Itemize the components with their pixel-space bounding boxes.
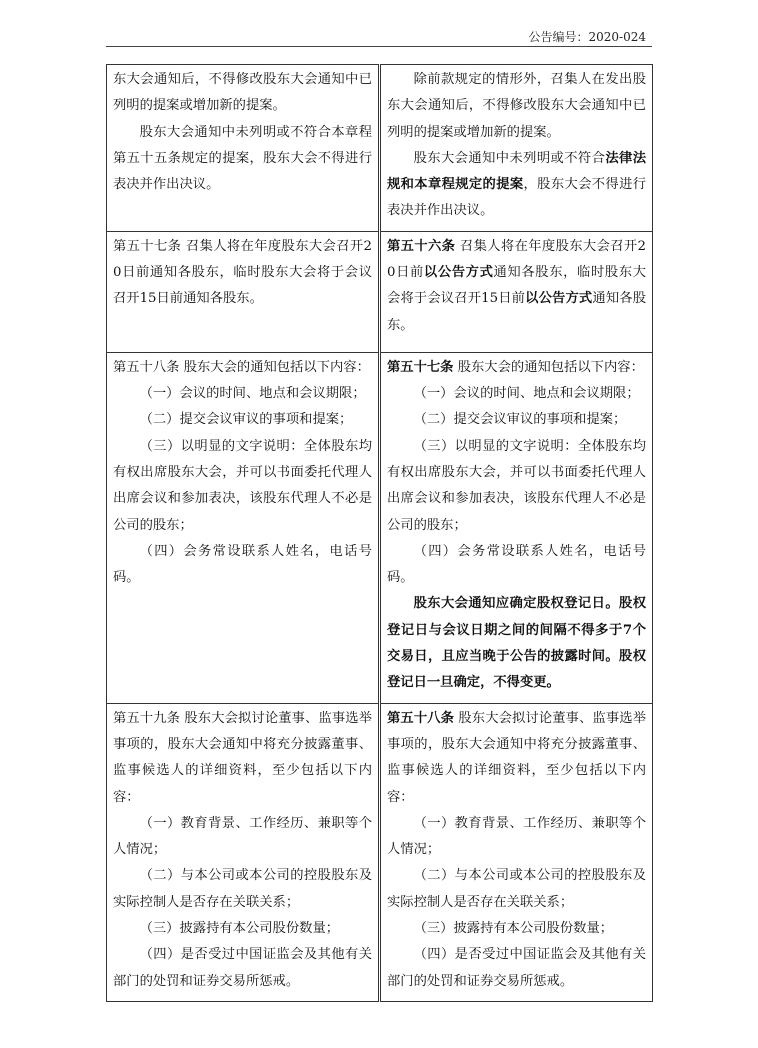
original-text-cell xyxy=(107,703,380,1001)
clause-paragraph xyxy=(113,811,372,864)
clause-paragraph xyxy=(113,381,372,407)
clause-paragraph xyxy=(387,706,646,811)
revised-text-emphasis: 法律法规和本章程规定的提案 xyxy=(387,150,647,193)
clause-paragraph xyxy=(387,916,646,942)
clause-paragraph xyxy=(113,355,372,381)
revised-text-cell xyxy=(380,703,653,1001)
clause-text: 通知各股东。 xyxy=(387,291,647,333)
clause-paragraph xyxy=(387,942,646,995)
clause-text: ，股东大会不得进行表决并作出决议。 xyxy=(387,177,647,219)
clause-paragraph xyxy=(387,407,646,433)
header-divider xyxy=(106,46,652,47)
clause-text: 股东大会拟讨论董事、监事选举事项的，股东大会通知中将充分披露董事、监事候选人的详细资料，至少包括以下内容： xyxy=(387,710,646,805)
clause-paragraph xyxy=(387,811,646,864)
clause-text: （三）披露持有本公司股份数量； xyxy=(139,921,340,937)
clause-text: （三）披露持有本公司股份数量； xyxy=(413,921,614,937)
clause-text: 第五十七条 召集人将在年度股东大会召开20日前通知各股东，临时股东大会将于会议召开15日前通知各股东。 xyxy=(113,238,372,307)
clause-text: （二）提交会议审议的事项和提案； xyxy=(413,412,627,428)
table-row xyxy=(107,231,653,352)
revised-text-cell xyxy=(380,65,653,232)
clause-paragraph xyxy=(387,591,646,696)
clause-paragraph xyxy=(113,863,372,916)
revised-text-emphasis: 第五十七条 xyxy=(387,359,454,375)
clause-paragraph xyxy=(387,539,646,592)
clause-paragraph xyxy=(113,234,372,313)
clause-text: （一）会议的时间、地点和会议期限； xyxy=(139,386,366,402)
clause-text: （一）教育背景、工作经历、兼职等个人情况； xyxy=(387,815,646,858)
comparison-table xyxy=(106,64,653,1002)
revised-text-cell xyxy=(380,352,653,703)
notice-number: 公告编号：2020-024 xyxy=(528,30,646,44)
clause-text: （二）与本公司或本公司的控股股东及实际控制人是否存在关联关系； xyxy=(113,868,372,910)
clause-text: 东大会通知后，不得修改股东大会通知中已列明的提案或增加新的提案。 xyxy=(113,72,372,114)
clause-text: （四）会务常设联系人姓名，电话号码。 xyxy=(387,543,646,586)
original-text-cell xyxy=(107,65,380,232)
clause-text: 除前款规定的情形外，召集人在发出股东大会通知后，不得修改股东大会通知中已列明的提案或增加新的提案。 xyxy=(387,72,646,140)
clause-paragraph xyxy=(113,67,372,120)
clause-text: 股东大会的通知包括以下内容： xyxy=(453,359,644,375)
revised-text-emphasis: 股东大会通知应确定股权登记日。股权登记日与会议日期之间的间隔不得多于7个交易日，且应当晚于公告的披露时间。股权登记日一旦确定，不得变更。 xyxy=(387,596,646,691)
clause-text: （四）是否受过中国证监会及其他有关部门的处罚和证券交易所惩戒。 xyxy=(113,947,372,989)
clause-paragraph xyxy=(113,407,372,433)
revised-text-emphasis: 第五十六条 xyxy=(387,238,456,254)
clause-text: （四）是否受过中国证监会及其他有关部门的处罚和证券交易所惩戒。 xyxy=(387,947,646,989)
clause-text: （一）教育背景、工作经历、兼职等个人情况； xyxy=(113,815,372,858)
clause-text: 召集人将在年度股东大会召开20日前 xyxy=(387,238,647,281)
clause-text: 股东大会通知中未列明或不符合 xyxy=(413,150,606,166)
clause-text: （三）以明显的文字说明：全体股东均有权出席股东大会，并可以书面委托代理人出席会议和参加表决，该股东代理人不必是公司的股东； xyxy=(387,438,646,533)
clause-paragraph xyxy=(113,916,372,942)
clause-paragraph xyxy=(387,434,646,539)
original-text-cell xyxy=(107,352,380,703)
revised-text-emphasis: 第五十八条 xyxy=(387,710,455,726)
clause-text: 第五十八条 股东大会的通知包括以下内容： xyxy=(113,359,370,375)
revised-text-cell xyxy=(380,231,653,352)
clause-paragraph xyxy=(387,146,646,225)
revised-text-emphasis: 以公告方式 xyxy=(525,291,593,307)
clause-paragraph xyxy=(387,67,646,146)
clause-text: 股东大会通知中未列明或不符合本章程第五十五条规定的提案，股东大会不得进行表决并作出决议。 xyxy=(113,124,372,193)
clause-text: （三）以明显的文字说明：全体股东均有权出席股东大会，并可以书面委托代理人出席会议和参加表决，该股东代理人不必是公司的股东； xyxy=(113,438,372,533)
clause-paragraph xyxy=(113,539,372,592)
clause-text: （二）提交会议审议的事项和提案； xyxy=(139,412,353,428)
clause-text: （二）与本公司或本公司的控股股东及实际控制人是否存在关联关系； xyxy=(387,868,646,910)
clause-text: 第五十九条 股东大会拟讨论董事、监事选举事项的，股东大会通知中将充分披露董事、监事候选人的详细资料，至少包括以下内容： xyxy=(113,710,372,805)
clause-paragraph xyxy=(113,434,372,539)
clause-paragraph xyxy=(387,381,646,407)
clause-text: 通知各股东，临时股东大会将于会议召开15日前 xyxy=(387,265,646,307)
table-row xyxy=(107,352,653,703)
clause-paragraph xyxy=(387,355,646,381)
revised-text-emphasis: 以公告方式 xyxy=(423,265,494,281)
clause-paragraph xyxy=(387,234,646,339)
table-row xyxy=(107,703,653,1001)
clause-paragraph xyxy=(113,942,372,995)
clause-text: （一）会议的时间、地点和会议期限； xyxy=(413,386,640,402)
table-row xyxy=(107,65,653,232)
clause-paragraph xyxy=(113,120,372,199)
clause-paragraph xyxy=(113,706,372,811)
clause-paragraph xyxy=(387,863,646,916)
original-text-cell xyxy=(107,231,380,352)
clause-text: （四）会务常设联系人姓名，电话号码。 xyxy=(113,543,372,586)
